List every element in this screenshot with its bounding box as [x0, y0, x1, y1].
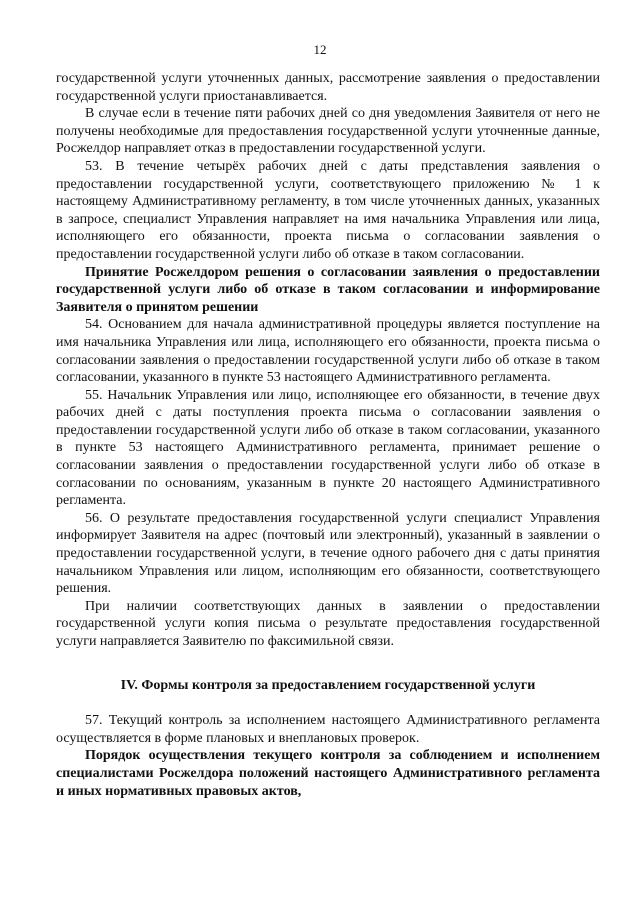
- paragraph-57: 57. Текущий контроль за исполнением настоящего Административного регламента осуществляется в форме плановых и внеплановых проверок.: [56, 713, 600, 746]
- paragraph-fax: При наличии соответствующих данных в заявлении о предоставлении государственной услуги копия письма о результате предоставления государственной услуги направляется Заявителю по факсимильной связи.: [56, 598, 600, 649]
- paragraph-continuation: государственной услуги уточненных данных, рассмотрение заявления о предоставлении государственной услуги приостанавливается.: [56, 71, 600, 104]
- subsection-heading-control: Порядок осуществления текущего контроля за соблюдением и исполнением специалистами Росжелдора положений настоящего Административного регламента и иных нормативных правовых актов,: [56, 748, 600, 799]
- paragraph-54: 54. Основанием для начала административной процедуры является поступление на имя начальника Управления или лица, исполняющего его обязанности, проекта письма о согласовании заявления о предоставлении государственной услуги либо об отказе в таком согласовании, указанного в пункте 53 настоящего Административного регламента.: [56, 317, 600, 386]
- paragraph-53: 53. В течение четырёх рабочих дней с даты представления заявления о предоставлении государственной услуги, соответствующего приложению № 1 к настоящему Административному регламенту, в том числе уточненных данных, указанных в запросе, специалист Управления направляет на имя начальника Управления или лица, исполняющего его обязанности, проекта письма о согласовании заявления о предоставлении государственной услуги либо об отказе в таком согласовании.: [56, 158, 600, 262]
- document-body: [56, 70, 600, 800]
- page-number: 12: [313, 42, 327, 57]
- paragraph-56: 56. О результате предоставления государственной услуги специалист Управления информирует Заявителя на адрес (почтовый или электронный), указанный в заявлении о предоставлении государственной услуги, в течение одного рабочего дня с даты принятия начальником Управления или лицом, исполняющим его обязанности, соответствующего решения.: [56, 510, 600, 597]
- paragraph-refusal: В случае если в течение пяти рабочих дней со дня уведомления Заявителя от него не получены необходимые для предоставления государственной услуги уточненные данные, Росжелдор направляет отказ в предоставлении государственной услуги.: [56, 106, 600, 157]
- subsection-heading: Принятие Росжелдором решения о согласовании заявления о предоставлении государственной услуги либо об отказе в таком согласовании и информирование Заявителя о принятом решении: [56, 264, 600, 315]
- section-heading-iv: IV. Формы контроля за предоставлением государственной услуги: [120, 677, 536, 693]
- paragraph-55: 55. Начальник Управления или лицо, исполняющее его обязанности, в течение двух рабочих дней с даты поступления проекта письма о согласовании заявления о предоставлении государственной услуги либо об отказе в таком согласовании, указанного в пункте 53 настоящего Административного регламента, принимает решение о согласовании заявления о предоставлении государственной услуги либо об отказе в согласовании по основаниям, указанным в пункте 20 настоящего Административного регламента.: [56, 387, 600, 509]
